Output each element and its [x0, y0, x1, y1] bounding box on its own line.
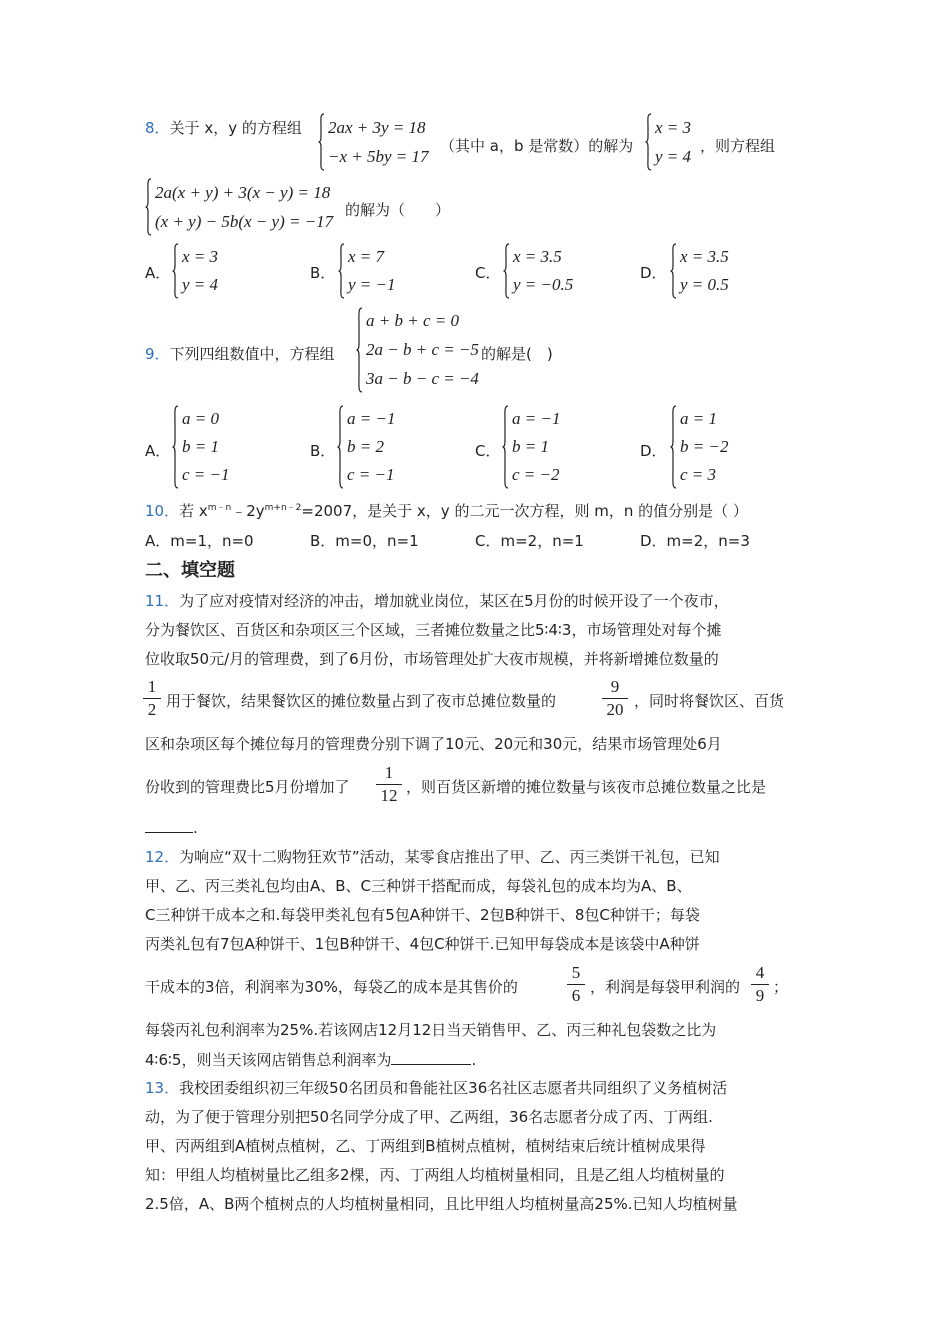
equation-system-1 [318, 113, 429, 171]
option-b[interactable] [338, 243, 396, 299]
option-label: C． [475, 264, 501, 282]
fraction [567, 962, 585, 1007]
question-11-line-1 [145, 590, 729, 611]
fraction [143, 676, 161, 721]
question-text: =2007，是关于 x，y 的二元一次方程，则 m，n 的值分别是（ ） [301, 502, 748, 520]
numerator: 4 [751, 962, 769, 985]
question-12-line-7 [145, 1048, 476, 1070]
question-text: 若 x [179, 502, 208, 520]
question-text: 为响应“双十二购物狂欢节”活动，某零食店推出了甲、乙、丙三类饼干礼包，已知 [179, 848, 720, 866]
denominator: 2 [147, 700, 157, 719]
equation: b = −2 [680, 437, 729, 456]
denominator: 6 [571, 986, 581, 1005]
brace-icon [502, 405, 509, 489]
question-8-text-2: （其中 a，b 是常数）的解为 [440, 137, 634, 155]
equation: b = 1 [512, 437, 549, 456]
question-11-line-4a: 用于餐饮，结果餐饮区的摊位数量占到了夜市总摊位数量的 [166, 692, 557, 710]
question-number: 9． [145, 345, 170, 363]
numerator: 9 [602, 676, 628, 699]
option-label: A． [145, 264, 171, 282]
question-8-line-1 [145, 117, 302, 138]
equation: y = −0.5 [513, 275, 574, 294]
option-b[interactable] [337, 405, 395, 489]
denominator: 12 [380, 786, 398, 805]
brace-icon [172, 405, 179, 489]
option-b[interactable]: B．m=0，n=1 [310, 532, 419, 550]
question-11-line-6b: ，则百货区新增的摊位数量与该夜市总摊位数量之比是 [406, 778, 767, 796]
option-label: D． [640, 264, 667, 282]
equation: y = 0.5 [680, 275, 729, 294]
question-text: . [471, 1051, 477, 1069]
equation-system-2 [645, 113, 691, 171]
question-12-line-1 [145, 846, 720, 867]
brace-icon [337, 405, 344, 489]
exponent: m﹣n [207, 503, 232, 513]
question-text: 为了应对疫情对经济的冲击，增加就业岗位，某区在5月份的时候开设了一个夜市， [179, 592, 729, 610]
equation-system-q9 [356, 307, 479, 393]
question-12-line-3: C三种饼干成本之和.每袋甲类礼包有5包A种饼干、2包B种饼干、8包C种饼干；每袋 [145, 906, 700, 924]
equation: 3a − b − c = −4 [366, 368, 479, 388]
question-10 [145, 500, 748, 521]
equation: y = 4 [655, 146, 692, 166]
option-d[interactable] [670, 405, 728, 489]
equation: c = −1 [347, 465, 395, 484]
question-text: ﹣2y [231, 502, 265, 520]
question-8-text-4: 的解为（ ） [345, 201, 451, 219]
question-12-line-4: 丙类礼包有7包A种饼干、1包B种饼干、4包C种饼干.已知甲每袋成本是该袋中A种饼 [145, 935, 700, 953]
brace-icon [670, 243, 677, 299]
equation: a = −1 [512, 409, 561, 428]
question-11-line-6a: 份收到的管理费比5月份增加了 [145, 778, 350, 796]
equation: a = 1 [680, 409, 717, 428]
option-d[interactable]: D．m=2，n=3 [640, 532, 750, 550]
brace-icon [670, 405, 677, 489]
equation: c = 3 [680, 465, 717, 484]
option-c[interactable] [502, 405, 560, 489]
equation: 2a − b + c = −5 [366, 339, 479, 359]
brace-icon [356, 307, 363, 393]
equation: x = 7 [348, 247, 385, 266]
question-13-line-3: 甲、丙两组到A植树点植树，乙、丁两组到B植树点植树，植树结束后统计植树成果得 [145, 1137, 706, 1155]
question-13-line-1 [145, 1077, 727, 1098]
equation: x = 3 [182, 247, 219, 266]
option-d[interactable] [670, 243, 729, 299]
question-12-line-5a: 干成本的3倍，利润率为30%，每袋乙的成本是其售价的 [145, 978, 518, 996]
option-a[interactable]: A．m=1，n=0 [145, 532, 254, 550]
equation-system-3 [145, 178, 333, 236]
denominator: 20 [606, 700, 624, 719]
fraction [602, 676, 628, 721]
question-text: 关于 x，y 的方程组 [169, 119, 302, 137]
question-13-line-4: 知：甲组人均植树量比乙组多2棵，丙、丁两组人均植树量相同，且是乙组人均植树量的 [145, 1166, 725, 1184]
answer-blank[interactable] [145, 816, 198, 837]
brace-icon [645, 113, 652, 171]
question-12-line-6: 每袋丙礼包利润率为25%.若该网店12月12日当天销售甲、乙、丙三种礼包袋数之比为 [145, 1021, 717, 1039]
question-11-line-4b: ，同时将餐饮区、百货 [634, 692, 785, 710]
option-c[interactable] [503, 243, 573, 299]
equation: c = −2 [512, 465, 560, 484]
question-12-line-2: 甲、乙、丙三类礼包均由A、B、C三种饼干搭配而成，每袋礼包的成本均为A、B、 [145, 877, 692, 895]
option-label: D． [640, 442, 667, 460]
equation: 2ax + 3y = 18 [328, 117, 426, 137]
option-a[interactable] [172, 243, 218, 299]
question-number: 12． [145, 848, 180, 866]
question-12-line-5b: ，利润是每袋甲利润的 [590, 978, 741, 996]
option-label: A． [145, 442, 171, 460]
fraction [751, 962, 769, 1007]
brace-icon [338, 243, 345, 299]
equation: a = −1 [347, 409, 396, 428]
question-number: 13． [145, 1079, 180, 1097]
equation: c = −1 [182, 465, 230, 484]
equation: b = 2 [347, 437, 384, 456]
equation: a = 0 [182, 409, 219, 428]
option-label: B． [310, 442, 336, 460]
question-9-text-2: 的解是( ) [481, 345, 553, 363]
question-text: 我校团委组织初三年级50名团员和鲁能社区36名社区志愿者共同组织了义务植树活 [179, 1079, 728, 1097]
equation: x = 3 [655, 117, 692, 137]
question-13-line-2: 动，为了便于管理分别把50名同学分成了甲、乙两组，36名志愿者分成了丙、丁两组. [145, 1108, 713, 1126]
equation: (x + y) − 5b(x − y) = −17 [155, 211, 334, 231]
question-11-line-2: 分为餐饮区、百货区和杂项区三个区域，三者摊位数量之比5∶4∶3，市场管理处对每个摊 [145, 621, 722, 639]
question-9-line-1 [145, 343, 335, 364]
numerator: 1 [376, 762, 402, 785]
question-11-line-5: 区和杂项区每个摊位每月的管理费分别下调了10元、20元和30元，结果市场管理处6月 [145, 735, 722, 753]
option-a[interactable] [172, 405, 230, 489]
question-text: . [193, 819, 198, 837]
brace-icon [172, 243, 179, 299]
question-number: 10． [145, 502, 180, 520]
brace-icon [145, 178, 152, 236]
question-text: 下列四组数值中，方程组 [169, 345, 335, 363]
denominator: 9 [755, 986, 765, 1005]
blank-line [145, 816, 193, 833]
equation: y = 4 [182, 275, 219, 294]
equation: −x + 5by = 17 [328, 146, 429, 166]
equation: y = −1 [348, 275, 396, 294]
fraction [376, 762, 402, 807]
equation: a + b + c = 0 [366, 311, 459, 331]
equation: x = 3.5 [680, 247, 729, 266]
equation: 2a(x + y) + 3(x − y) = 18 [155, 182, 331, 202]
option-label: B． [310, 264, 336, 282]
answer-blank[interactable] [391, 1048, 471, 1065]
question-number: 8． [145, 119, 170, 137]
question-text: 4∶6∶5，则当天该网店销售总利润率为 [145, 1051, 392, 1069]
question-13-line-5: 2.5倍，A、B两个植树点的人均植树量相同，且比甲组人均植树量高25%.已知人均植树量 [145, 1195, 738, 1213]
section-heading: 二、填空题 [145, 560, 235, 581]
brace-icon [318, 113, 325, 171]
numerator: 5 [567, 962, 585, 985]
equation: x = 3.5 [513, 247, 562, 266]
numerator: 1 [143, 676, 161, 699]
option-label: C． [475, 442, 501, 460]
question-number: 11． [145, 592, 180, 610]
question-12-line-5c: ； [773, 978, 789, 996]
option-c[interactable]: C．m=2，n=1 [475, 532, 584, 550]
exponent: m+n﹣2 [264, 503, 302, 513]
brace-icon [503, 243, 510, 299]
question-11-line-3: 位收取50元/月的管理费，到了6月份，市场管理处扩大夜市规模，并将新增摊位数量的 [145, 650, 719, 668]
equation: b = 1 [182, 437, 219, 456]
question-8-text-3: ，则方程组 [700, 137, 776, 155]
